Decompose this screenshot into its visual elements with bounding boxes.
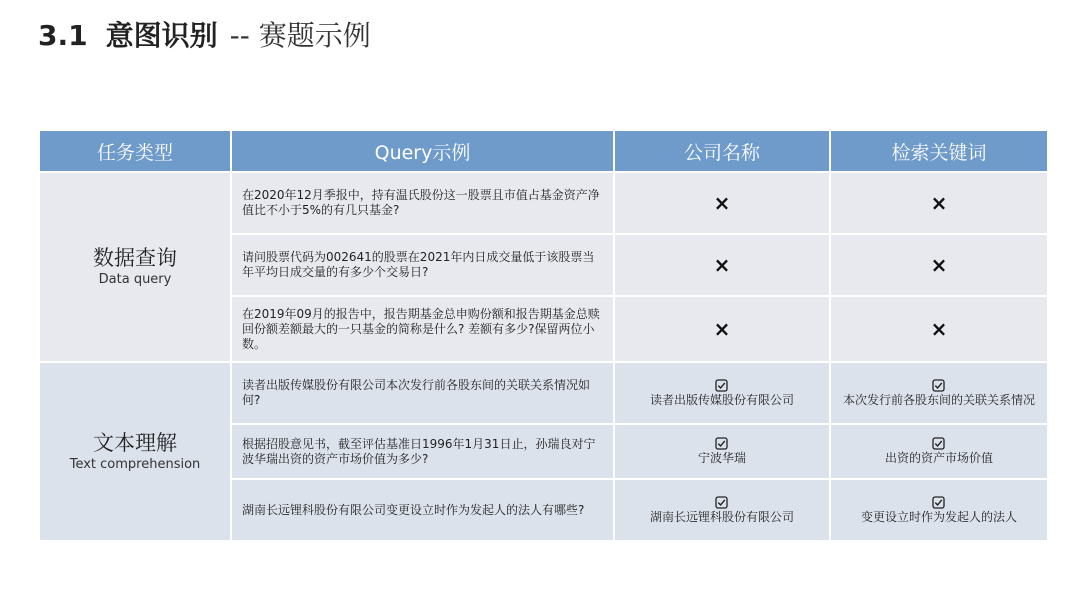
header-search-keyword: 检索关键词 [830,131,1047,172]
cross-icon: × [930,253,948,277]
cross-icon: × [713,253,731,277]
cross-icon: × [713,191,731,215]
cross-icon: × [713,317,731,341]
task-type-en: Data query [98,272,172,287]
checkbox-checked-icon [715,437,728,450]
keyword-cell [830,296,1047,362]
task-type-cell [40,172,231,362]
task-type-cell [40,362,231,541]
task-type-zh: 文本理解 [93,430,177,455]
table-header-row [40,131,1047,172]
checkbox-checked-icon [715,379,728,392]
header-company-name: 公司名称 [614,131,830,172]
query-cell: 湖南长远锂科股份有限公司变更设立时作为发起人的法人有哪些? [231,479,614,541]
checkbox-checked-icon [932,437,945,450]
company-name-text: 宁波华瑞 [697,451,746,465]
table-row [40,172,1047,234]
title-subtitle: -- 赛题示例 [229,19,371,52]
checkbox-checked-icon [932,379,945,392]
task-type-zh: 数据查询 [93,246,177,270]
checkbox-checked-icon [932,496,945,509]
query-cell: 读者出版传媒股份有限公司本次发行前各股东间的关联关系情况如何? [231,362,614,424]
company-cell [614,479,830,541]
header-query-example: Query示例 [231,131,614,172]
query-cell: 根据招股意见书，截至评估基准日1996年1月31日止，孙瑞良对宁波华瑞出资的资产市场价值为多少? [231,424,614,479]
company-cell [614,424,830,479]
company-name-text: 读者出版传媒股份有限公司 [649,392,794,407]
header-task-type: 任务类型 [40,131,231,172]
company-cell [614,362,830,424]
keyword-text: 变更设立时作为发起人的法人 [860,509,1017,524]
keyword-cell [830,362,1047,424]
title-main: 意图识别 [105,19,218,52]
table-row [40,362,1047,424]
company-cell [614,172,830,234]
slide-title [38,14,371,58]
example-table [40,131,1047,542]
company-name-text: 湖南长远锂科股份有限公司 [649,509,794,524]
keyword-cell [830,479,1047,541]
cross-icon: × [930,191,948,215]
company-cell [614,296,830,362]
keyword-cell [830,172,1047,234]
keyword-cell [830,424,1047,479]
task-type-en: Text comprehension [69,456,201,472]
keyword-text: 出资的资产市场价值 [884,451,993,465]
keyword-cell [830,234,1047,296]
checkbox-checked-icon [715,496,728,509]
company-cell [614,234,830,296]
cross-icon: × [930,317,948,341]
query-cell: 在2019年09月的报告中，报告期基金总申购份额和报告期基金总赎回份额差额最大的一只基金的简称是什么? 差额有多少?保留两位小数。 [231,296,614,362]
keyword-text: 本次发行前各股东间的关联关系情况 [842,392,1035,407]
query-cell: 请问股票代码为002641的股票在2021年内日成交量低于该股票当年平均日成交量的有多少个交易日? [231,234,614,296]
query-cell: 在2020年12月季报中，持有温氏股份这一股票且市值占基金资产净值比不小于5%的有几只基金? [231,172,614,234]
title-number: 3.1 [38,19,88,52]
